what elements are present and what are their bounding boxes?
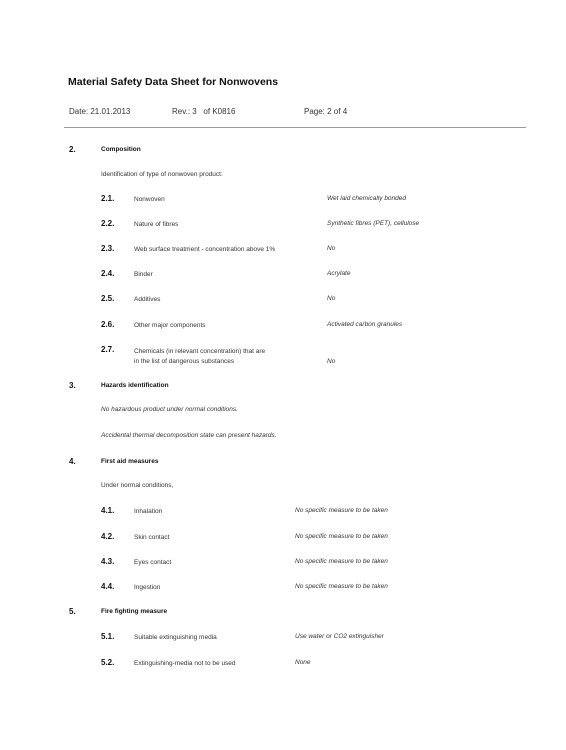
item-number: 2.6. (101, 320, 115, 329)
item-value: Wet laid chemically bonded (327, 195, 407, 202)
item-value: No (327, 295, 336, 302)
item-number: 5.1. (101, 632, 115, 641)
hazard-statement: No hazardous product under normal conditions. (101, 406, 238, 413)
section-title-composition: Composition (101, 146, 141, 153)
item-value: No specific measure to be taken (295, 507, 388, 514)
first-aid-row (0, 532, 566, 556)
section-number: 3. (69, 381, 76, 390)
hazard-statement: Accidental thermal decomposition state can present hazards. (101, 432, 277, 439)
item-label: Nonwoven (134, 196, 165, 203)
item-label: Chemicals (in relevant concentration) that are (134, 348, 266, 355)
section-intro: Under normal conditions, (101, 482, 174, 489)
item-label: Inhalation (134, 508, 163, 515)
item-number: 2.3. (101, 244, 115, 253)
item-label: Extinguishing-media not to be used (134, 660, 236, 667)
composition-row (0, 345, 566, 371)
composition-row (0, 320, 566, 344)
item-value: Use water or CO2 extinguisher (295, 633, 384, 640)
header-revision: Rev.: 3 of K0816 (172, 107, 236, 116)
item-value: None (295, 659, 311, 666)
item-label: Ingestion (134, 584, 161, 591)
document-title: Material Safety Data Sheet for Nonwovens (68, 76, 279, 88)
item-number: 4.2. (101, 532, 115, 541)
item-label: Skin contact (134, 534, 170, 541)
item-value: No specific measure to be taken (295, 558, 388, 565)
item-number: 2.1. (101, 194, 115, 203)
composition-row (0, 269, 566, 293)
composition-row (0, 294, 566, 318)
section-number: 5. (69, 607, 76, 616)
item-label: Additives (134, 296, 161, 303)
composition-row (0, 219, 566, 243)
header-divider (64, 127, 526, 128)
item-number: 2.4. (101, 269, 115, 278)
first-aid-row (0, 506, 566, 530)
section-title-hazards: Hazards identification (101, 382, 169, 389)
item-label: Web surface treatment - concentration above 1% (134, 246, 276, 253)
item-number: 4.3. (101, 557, 115, 566)
item-label: Nature of fibres (134, 221, 179, 228)
header-date: Date: 21.01.2013 (69, 107, 131, 116)
fire-fighting-row (0, 632, 566, 656)
item-value: Activated carbon granules (327, 321, 403, 328)
header-page: Page: 2 of 4 (304, 107, 348, 116)
item-number: 4.1. (101, 506, 115, 515)
item-number: 2.7. (101, 345, 115, 354)
item-value: No (327, 358, 336, 365)
section-number: 4. (69, 457, 76, 466)
item-value: No specific measure to be taken (295, 533, 388, 540)
fire-fighting-row (0, 658, 566, 682)
item-label: in the list of dangerous substances (134, 358, 235, 365)
item-value: Acrylate (327, 270, 351, 277)
item-value: Synthetic fibres (PET), cellulose (327, 220, 420, 227)
item-label: Binder (134, 271, 153, 278)
section-number: 2. (69, 145, 76, 154)
composition-row (0, 244, 566, 268)
section-title-fire-fighting: Fire fighting measure (101, 608, 168, 615)
item-value: No (327, 245, 336, 252)
item-label: Suitable extinguishing media (134, 634, 217, 641)
item-number: 2.5. (101, 294, 115, 303)
item-number: 2.2. (101, 219, 115, 228)
section-intro: Identification of type of nonwoven product: (101, 171, 223, 178)
composition-row (0, 194, 566, 218)
section-title-first-aid: First aid measures (101, 458, 159, 465)
first-aid-row (0, 582, 566, 606)
first-aid-row (0, 557, 566, 581)
item-label: Eyes contact (134, 559, 172, 566)
item-number: 5.2. (101, 658, 115, 667)
item-label: Other major components (134, 322, 206, 329)
item-value: No specific measure to be taken (295, 583, 388, 590)
item-number: 4.4. (101, 582, 115, 591)
